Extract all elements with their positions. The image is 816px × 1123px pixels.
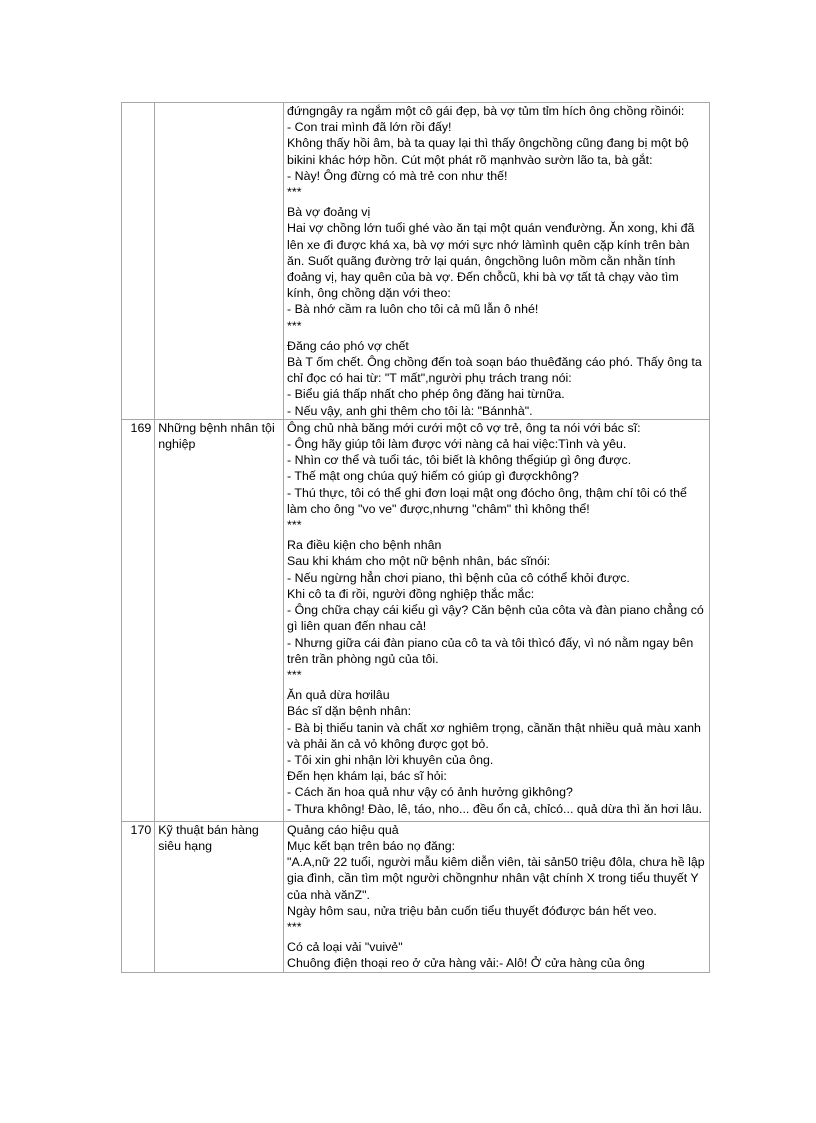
text-line: Bà vợ đoảng vị (287, 205, 371, 220)
row-number (122, 103, 155, 420)
text-line: - Nếu vậy, anh ghi thêm cho tôi là: "Bánnhà". (287, 403, 533, 418)
text-line: Đến hẹn khám lại, bác sĩ hỏi: (287, 769, 447, 784)
row-content (284, 103, 710, 420)
text-line: - Nhìn cơ thể và tuổi tác, tôi biết là không thểgiúp gì ông được. (287, 453, 632, 468)
content-table (121, 102, 710, 973)
text-line: - Thú thực, tôi có thể ghi đơn loại mật ong đócho ông, thậm chí tôi có thể làm cho ông "vo ve" được,nhưng "châm" thì không thể! (287, 485, 687, 516)
table-row (122, 419, 710, 821)
text-line: Đăng cáo phó vợ chết (287, 338, 409, 353)
text-line: Bác sĩ dặn bệnh nhân: (287, 704, 412, 719)
row-title: Những bệnh nhân tội nghiệp (155, 419, 284, 821)
text-line: - Biểu giá thấp nhất cho phép ông đăng hai từnữa. (287, 387, 565, 402)
row-content (284, 821, 710, 972)
text-line: *** (287, 919, 302, 934)
row-number: 170 (122, 821, 155, 972)
text-line: - Nếu ngừng hẳn chơi piano, thì bệnh của cô cóthể khỏi được. (287, 570, 630, 585)
row-title (155, 103, 284, 420)
text-line: - Thưa không! Đào, lê, táo, nho... đều ổn cả, chỉcó... quả dừa thì ăn hơi lâu. (287, 801, 703, 816)
row-number: 169 (122, 419, 155, 821)
row-title: Kỹ thuật bán hàng siêu hạng (155, 821, 284, 972)
text-line: Sau khi khám cho một nữ bệnh nhân, bác sĩnói: (287, 554, 551, 569)
text-line: - Ông hãy giúp tôi làm được với nàng cả hai việc:Tình và yêu. (287, 437, 627, 452)
text-line: Mục kết bạn trên báo nọ đăng: (287, 838, 456, 853)
text-line: - Nhưng giữa cái đàn piano của cô ta và tôi thìcó đấy, vì nó nằm ngay bên trên trần phòng ngủ của tôi. (287, 635, 694, 666)
table-row (122, 103, 710, 420)
table-row (122, 821, 710, 972)
text-line: *** (287, 667, 302, 682)
row-content (284, 419, 710, 821)
text-line: *** (287, 318, 302, 333)
text-line: Chuông điện thoại reo ở cửa hàng vải:- Alô! Ở cửa hàng của ông (287, 956, 645, 971)
text-line: - Cách ăn hoa quả như vậy có ảnh hưởng gìkhông? (287, 785, 573, 800)
spacer (287, 817, 706, 821)
text-line: Ông chủ nhà băng mới cưới một cô vợ trẻ, ông ta nói với bác sĩ: (287, 420, 641, 435)
text-line: Ngày hôm sau, nửa triệu bản cuốn tiểu thuyết đóđược bán hết veo. (287, 903, 657, 918)
text-line: đứngngây ra ngắm một cô gái đẹp, bà vợ tủm tỉm hích ông chồng rồinói: (287, 104, 685, 118)
text-line: - Con trai mình đã lớn rồi đấy! (287, 120, 452, 135)
text-line: Ra điều kiện cho bệnh nhân (287, 538, 442, 553)
row-lines (287, 103, 706, 419)
text-line: - Này! Ông đừng có mà trẻ con như thế! (287, 168, 508, 183)
text-line: - Tôi xin ghi nhận lời khuyên của ông. (287, 752, 494, 767)
text-line: *** (287, 518, 302, 533)
text-line: - Ông chữa chạy cái kiểu gì vậy? Căn bệnh của côta và đàn piano chẳng có gì liên quan đến nhau cả! (287, 603, 704, 634)
text-line: - Bà bị thiếu tanin và chất xơ nghiêm trọng, cầnăn thật nhiều quả màu xanh và phải ăn cả vỏ không được gọt bỏ. (287, 720, 701, 751)
text-line: Khi cô ta đi rồi, người đồng nghiệp thắc mắc: (287, 586, 535, 601)
text-line: Hai vợ chồng lớn tuổi ghé vào ăn tại một quán venđường. Ăn xong, khi đã lên xe đi được khá xa, bà vợ mới sực nhớ làmình quên cặp kính trên bàn ăn. Suốt quãng đường trở lại quán, ôngchồng luôn mồm cằn nhằn tính đoảng vị, hay quên của bà vợ. Đến chỗcũ, khi bà vợ tất tả chạy vào tìm kính, ông chồng dặn với theo: (287, 221, 695, 301)
text-line: Bà T ốm chết. Ông chồng đến toà soạn báo thuêđăng cáo phó. Thấy ông ta chỉ đọc có hai từ: "T mất",người phụ trách trang nói: (287, 355, 702, 386)
text-line: Quảng cáo hiệu quả (287, 822, 399, 837)
text-line: "A.A,nữ 22 tuổi, người mẫu kiêm diễn viên, tài sản50 triệu đôla, chưa hề lập gia đình, cần tìm một người chồngnhư nhân vật chính X trong tiểu thuyết Y của nhà vănZ". (287, 855, 705, 902)
text-line: Ăn quả dừa hơilâu (287, 688, 390, 703)
text-line: - Thế mật ong chúa quý hiếm có giúp gì đượckhông? (287, 469, 579, 484)
text-line: - Bà nhớ cầm ra luôn cho tôi cả mũ lẫn ô nhé! (287, 302, 539, 317)
row-lines (287, 420, 706, 821)
text-line: Không thấy hồi âm, bà ta quay lại thì thấy ôngchồng cũng đang bị một bộ bikini khác hớp hồn. Cút một phát rõ mạnhvào sườn lão ta, bà gắt: (287, 136, 689, 167)
text-line: Có cả loại vải "vuivẻ" (287, 940, 403, 955)
row-lines (287, 822, 706, 972)
text-line: *** (287, 185, 302, 200)
